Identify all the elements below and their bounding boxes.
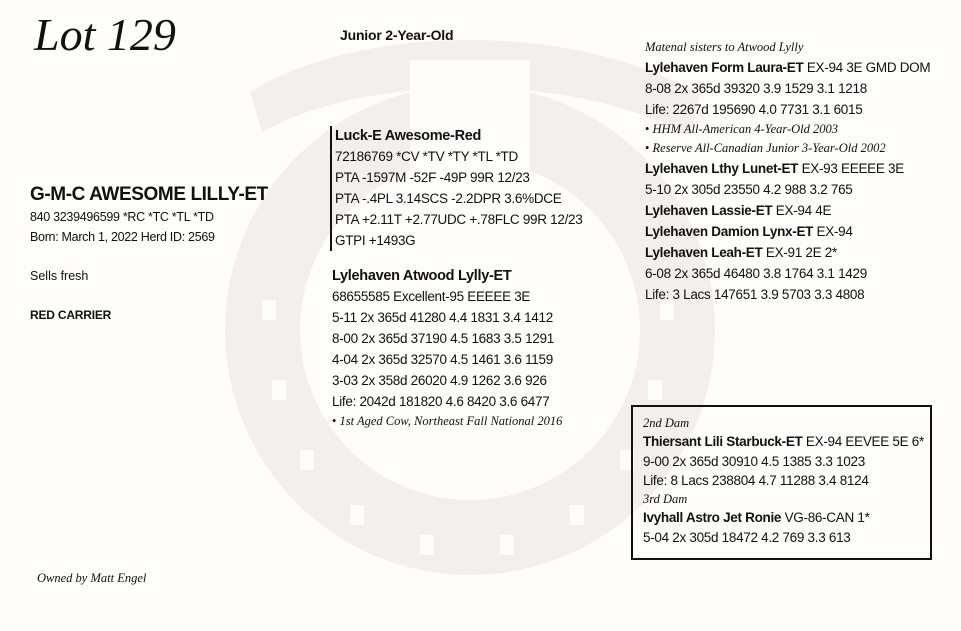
third-dam-score: VG-86-CAN 1* xyxy=(781,510,870,526)
second-dam-entry xyxy=(643,432,930,452)
dam-record: 5-11 2x 365d 41280 4.4 1831 3.4 1412 xyxy=(332,310,553,325)
dam-record: 8-00 2x 365d 37190 4.5 1683 3.5 1291 xyxy=(332,331,554,346)
sire-line: PTA -.4PL 3.14SCS -2.2DPR 3.6%DCE xyxy=(335,191,562,206)
animal-id-line: 840 3239496599 *RC *TC *TL *TD xyxy=(30,210,214,224)
third-dam-name: Ivyhall Astro Jet Ronie xyxy=(643,510,782,526)
sister-honor: • HHM All-American 4-Year-Old 2003 xyxy=(645,120,930,139)
sister-score: EX-91 2E 2* xyxy=(762,245,837,260)
sister-honor: • Reserve All-Canadian Junior 3-Year-Old 2002 xyxy=(645,139,930,158)
third-dam-label: 3rd Dam xyxy=(643,492,688,507)
sire-line: 72186769 *CV *TV *TY *TL *TD xyxy=(335,149,518,164)
sister-name: Lylehaven Leah-ET xyxy=(645,245,763,260)
sister-name: Lylehaven Lthy Lunet-ET xyxy=(645,161,799,176)
dam-id-line: 68655585 Excellent-95 EEEEE 3E xyxy=(332,289,531,304)
maternal-sisters xyxy=(645,38,930,305)
sister-entry xyxy=(645,221,930,242)
dam-block xyxy=(332,266,562,431)
third-dam-record: 5-04 2x 305d 18472 4.2 769 3.3 613 xyxy=(643,529,851,545)
owner-line: Owned by Matt Engel xyxy=(37,571,147,585)
dam-honor: • 1st Aged Cow, Northeast Fall National 2016 xyxy=(332,412,562,431)
dam-name: Lylehaven Atwood Lylly-ET xyxy=(332,268,512,284)
sister-life: Life: 3 Lacs 147651 3.9 5703 3.3 4808 xyxy=(645,287,865,302)
sister-entry xyxy=(645,200,930,221)
sister-score: EX-94 3E GMD DOM xyxy=(803,60,931,75)
sire-name: Luck-E Awesome-Red xyxy=(335,128,482,144)
sister-score: EX-94 4E xyxy=(772,203,832,218)
second-dam-name: Thiersant Lili Starbuck-ET xyxy=(643,434,803,449)
second-dam-life: Life: 8 Lacs 238804 4.7 11288 3.4 8124 xyxy=(643,473,869,489)
sisters-heading: Matenal sisters to Atwood Lylly xyxy=(645,40,804,54)
dam-record: 4-04 2x 365d 32570 4.5 1461 3.6 1159 xyxy=(332,352,553,367)
sister-entry xyxy=(645,158,930,179)
sire-line: PTA +2.11T +2.77UDC +.78FLC 99R 12/23 xyxy=(335,212,583,227)
sister-record: 8-08 2x 365d 39320 3.9 1529 3.1 1218 xyxy=(645,81,867,96)
dam-record: Life: 2042d 181820 4.6 8420 3.6 6477 xyxy=(332,394,550,409)
sister-name: Lylehaven Lassie-ET xyxy=(645,203,773,218)
sister-name: Lylehaven Damion Lynx-ET xyxy=(645,224,814,239)
animal-name: G-M-C AWESOME LILLY-ET xyxy=(30,184,268,205)
second-dam-score: EX-94 EEVEE 5E 6* xyxy=(802,434,924,449)
sister-name: Lylehaven Form Laura-ET xyxy=(645,60,804,75)
class-label: Junior 2-Year-Old xyxy=(340,27,454,43)
pedigree-box xyxy=(631,405,932,560)
sister-record: 6-08 2x 365d 46480 3.8 1764 3.1 1429 xyxy=(645,266,867,281)
carrier-note: RED CARRIER xyxy=(30,308,112,322)
dam-record: 3-03 2x 358d 26020 4.9 1262 3.6 926 xyxy=(332,373,547,388)
lot-title: Lot 129 xyxy=(34,9,176,60)
sister-score: EX-94 xyxy=(813,224,853,239)
sire-block xyxy=(330,126,582,251)
third-dam-entry xyxy=(643,508,930,528)
sister-life: Life: 2267d 195690 4.0 7731 3.1 6015 xyxy=(645,102,863,117)
sister-entry xyxy=(645,57,930,78)
animal-born-line: Born: March 1, 2022 Herd ID: 2569 xyxy=(30,229,215,244)
animal-info xyxy=(30,208,215,247)
sire-line: PTA -1597M -52F -49P 99R 12/23 xyxy=(335,170,530,185)
sister-score: EX-93 EEEEE 3E xyxy=(798,161,904,176)
second-dam-record: 9-00 2x 365d 30910 4.5 1385 3.3 1023 xyxy=(643,453,865,469)
sister-entry xyxy=(645,242,930,263)
second-dam-label: 2nd Dam xyxy=(643,416,690,430)
sister-record: 5-10 2x 305d 23550 4.2 988 3.2 765 xyxy=(645,182,853,197)
sire-line: GTPI +1493G xyxy=(335,233,416,248)
sells-note: Sells fresh xyxy=(30,269,89,283)
